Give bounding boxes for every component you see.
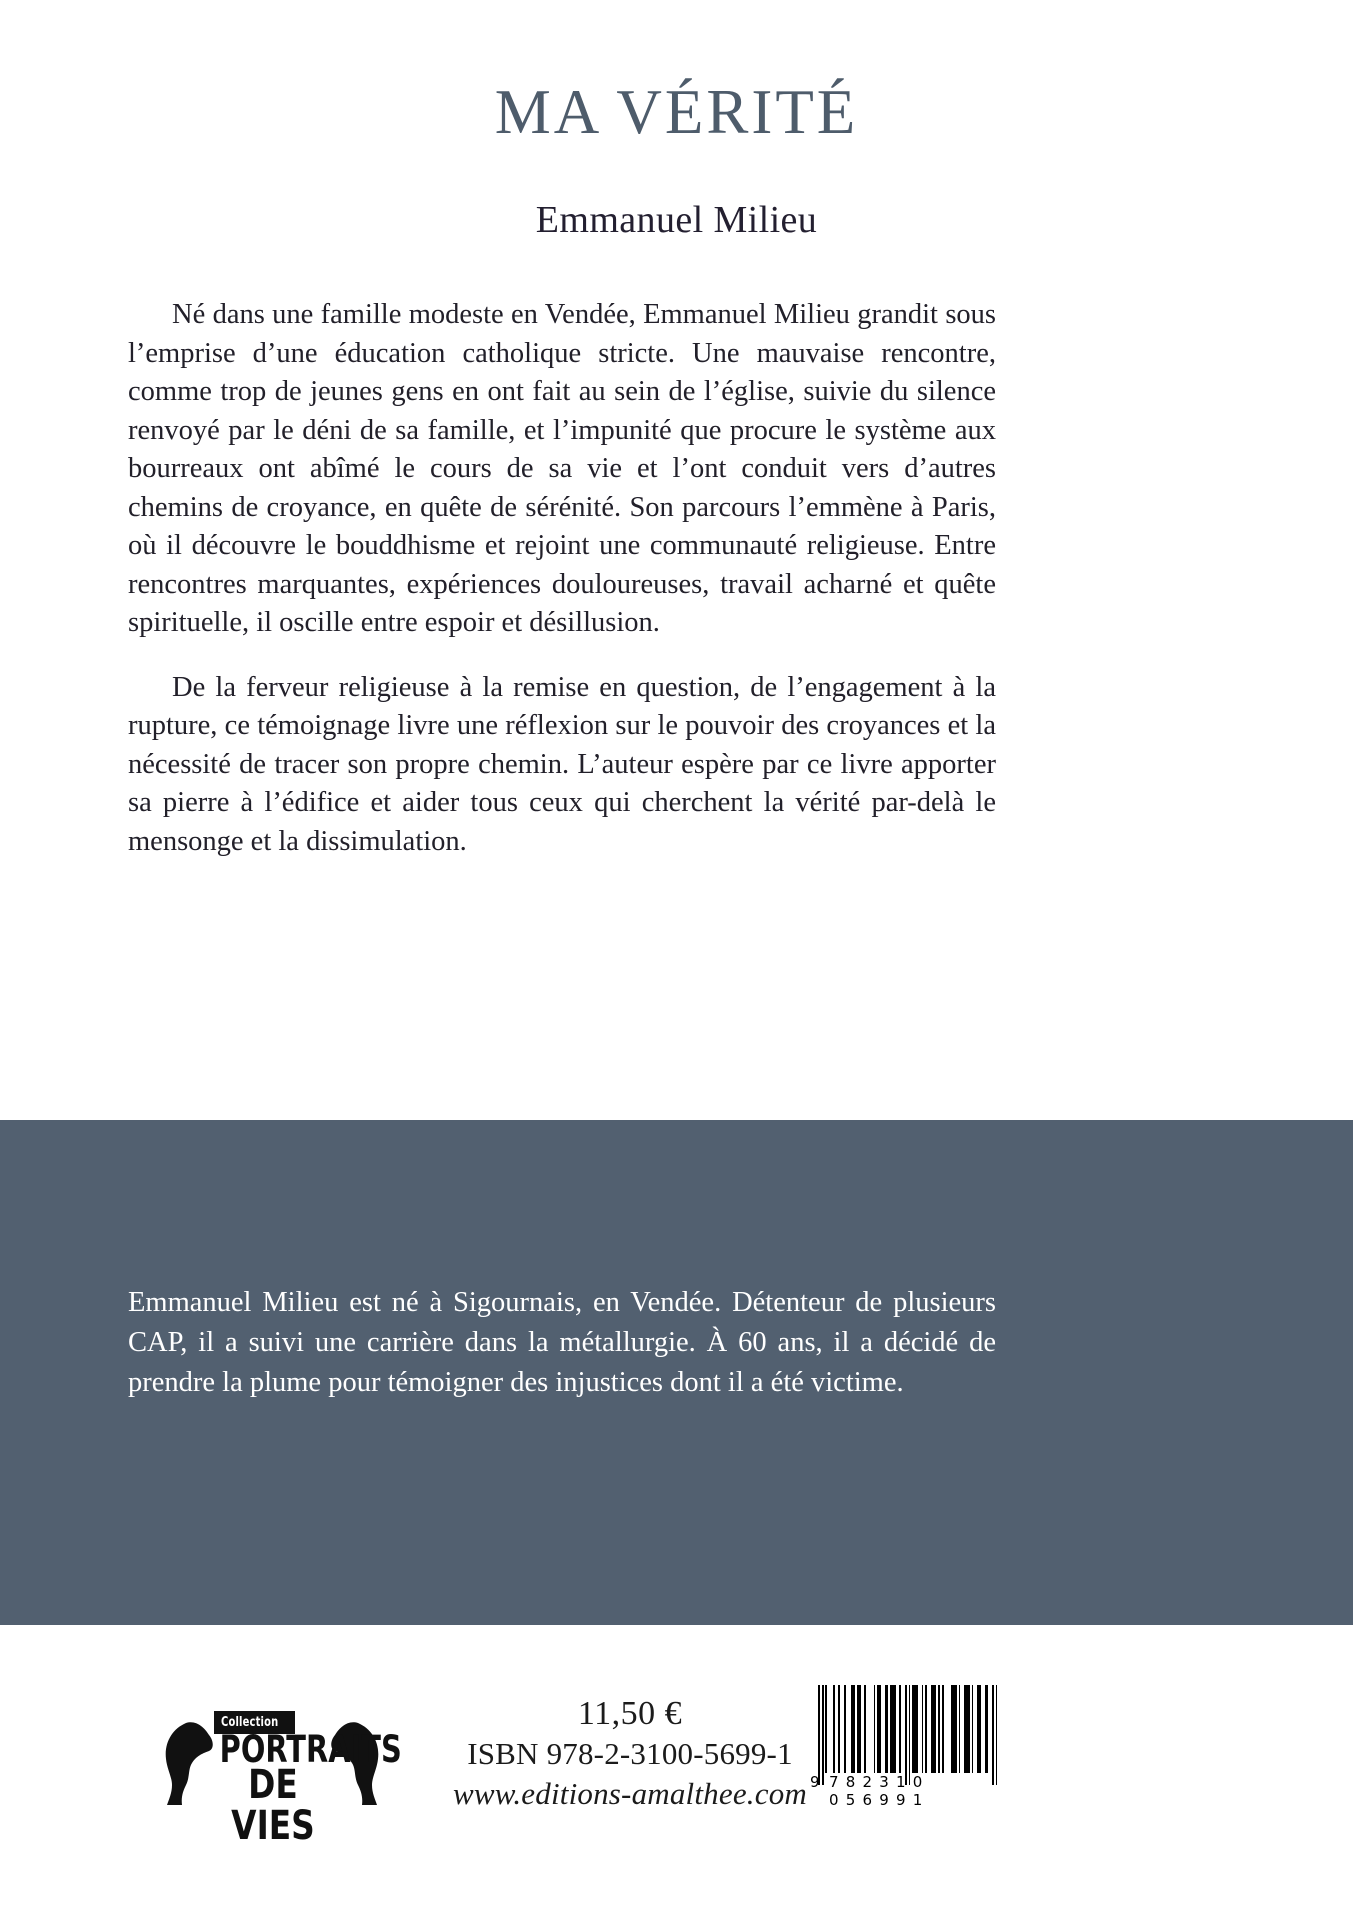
back-cover-blurb bbox=[128, 296, 996, 861]
cover-footer bbox=[0, 1625, 1353, 1920]
ean13-barcode bbox=[810, 1685, 995, 1813]
publisher-website-label: www.editions-amalthee.com bbox=[453, 1776, 807, 1811]
collection-line2-label: DE VIES bbox=[231, 1762, 315, 1849]
collection-kicker-label: Collection bbox=[221, 1715, 279, 1730]
author-bio-panel bbox=[0, 1120, 1353, 1625]
barcode-digits: 782310 056991 bbox=[829, 1773, 930, 1809]
collection-line2 bbox=[194, 1762, 352, 1849]
collection-portraits-de-vies-logo bbox=[152, 1707, 402, 1849]
author-bio-text: Emmanuel Milieu est né à Sigournais, en Vendée. Détenteur de plusieurs CAP, il a suivi une carrière dans la métallurgie. À 60 ans, il a décidé de prendre la plume pour témoigner des injustices dont il a été victime. bbox=[128, 1287, 996, 1398]
publisher-info-block bbox=[430, 1693, 830, 1814]
book-title: MA VÉRITÉ bbox=[494, 77, 859, 147]
barcode-lead-digit: 9 bbox=[810, 1773, 820, 1791]
book-author: Emmanuel Milieu bbox=[535, 199, 818, 241]
collection-line1-label: PORTRAITS bbox=[219, 1728, 402, 1771]
blurb-paragraph-1: Né dans une famille modeste en Vendée, Emmanuel Milieu grandit sous l’emprise d’une éducation catholique stricte. Une mauvaise rencontre, comme trop de jeunes gens en ont fait au sein de l’église, suivie du silence renvoyé par le déni de sa famille, et l’impunité que procure le système aux bourreaux ont abîmé le cours de sa vie et l’ont conduit vers d’autres chemins de croyance, en quête de sérénité. Son parcours l’emmène à Paris, où il découvre le bouddhisme et rejoint une communauté religieuse. Entre rencontres marquantes, expériences douloureuses, travail acharné et quête spirituelle, il oscille entre espoir et désillusion. bbox=[128, 299, 996, 638]
blurb-paragraph-2: De la ferveur religieuse à la remise en question, de l’engagement à la rupture, ce témoignage livre une réflexion sur le pouvoir des croyances et la nécessité de tracer son propre chemin. L’auteur espère par ce livre apporter sa pierre à l’édifice et aider tous ceux qui cherchent la vérité par-delà le mensonge et la dissimulation. bbox=[128, 671, 996, 857]
price-label: 11,50 € bbox=[577, 1695, 683, 1732]
barcode-bars bbox=[810, 1685, 995, 1785]
isbn-label: ISBN 978-2-3100-5699-1 bbox=[467, 1736, 793, 1771]
